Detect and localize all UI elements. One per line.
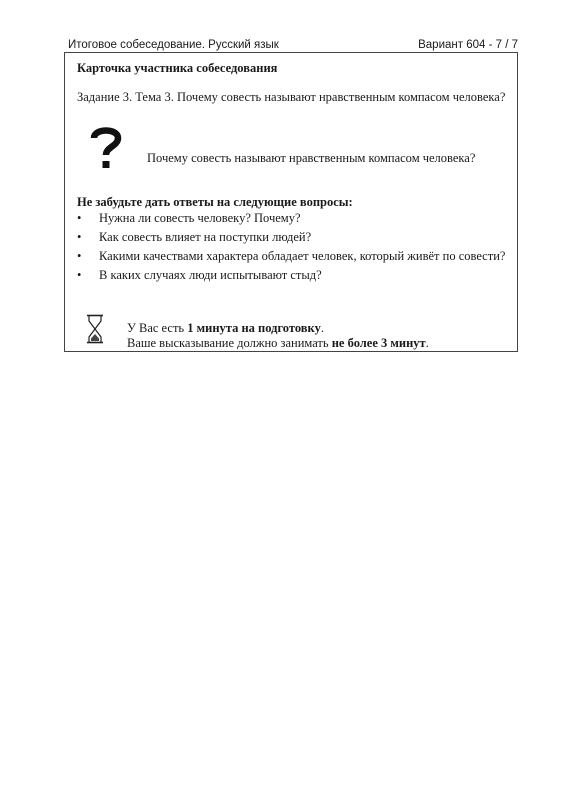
exam-title: Итоговое собеседование. Русский язык	[68, 39, 279, 51]
question-mark-icon	[89, 125, 123, 171]
discussion-question: Почему совесть называют нравственным компасом человека?	[147, 151, 476, 165]
answer-duration: не более 3 минут	[331, 336, 426, 350]
page-header	[68, 38, 518, 52]
list-item: • В каких случаях люди испытывают стыд?	[77, 268, 513, 283]
variant-page-number: Вариант 604 - 7 / 7	[418, 39, 518, 51]
list-item: • Нужна ли совесть человеку? Почему?	[77, 211, 513, 226]
card-title: Карточка участника собеседования	[77, 61, 278, 75]
preparation-time: У Вас есть 1 минута на подготовку.	[127, 321, 324, 335]
answer-time-limit: Ваше высказывание должно занимать не более 3 минут.	[127, 336, 429, 350]
participant-card	[64, 52, 518, 352]
list-item: • Как совесть влияет на поступки людей?	[77, 230, 513, 245]
reminder-heading: Не забудьте дать ответы на следующие вопросы:	[77, 195, 353, 209]
hourglass-icon	[85, 314, 105, 344]
questions-list	[77, 211, 513, 287]
list-item: • Какими качествами характера обладает человек, который живёт по совести?	[77, 249, 513, 264]
task-statement: Задание 3. Тема 3. Почему совесть называют нравственным компасом человека?	[77, 90, 506, 104]
preparation-duration: 1 минута на подготовку	[187, 321, 321, 335]
